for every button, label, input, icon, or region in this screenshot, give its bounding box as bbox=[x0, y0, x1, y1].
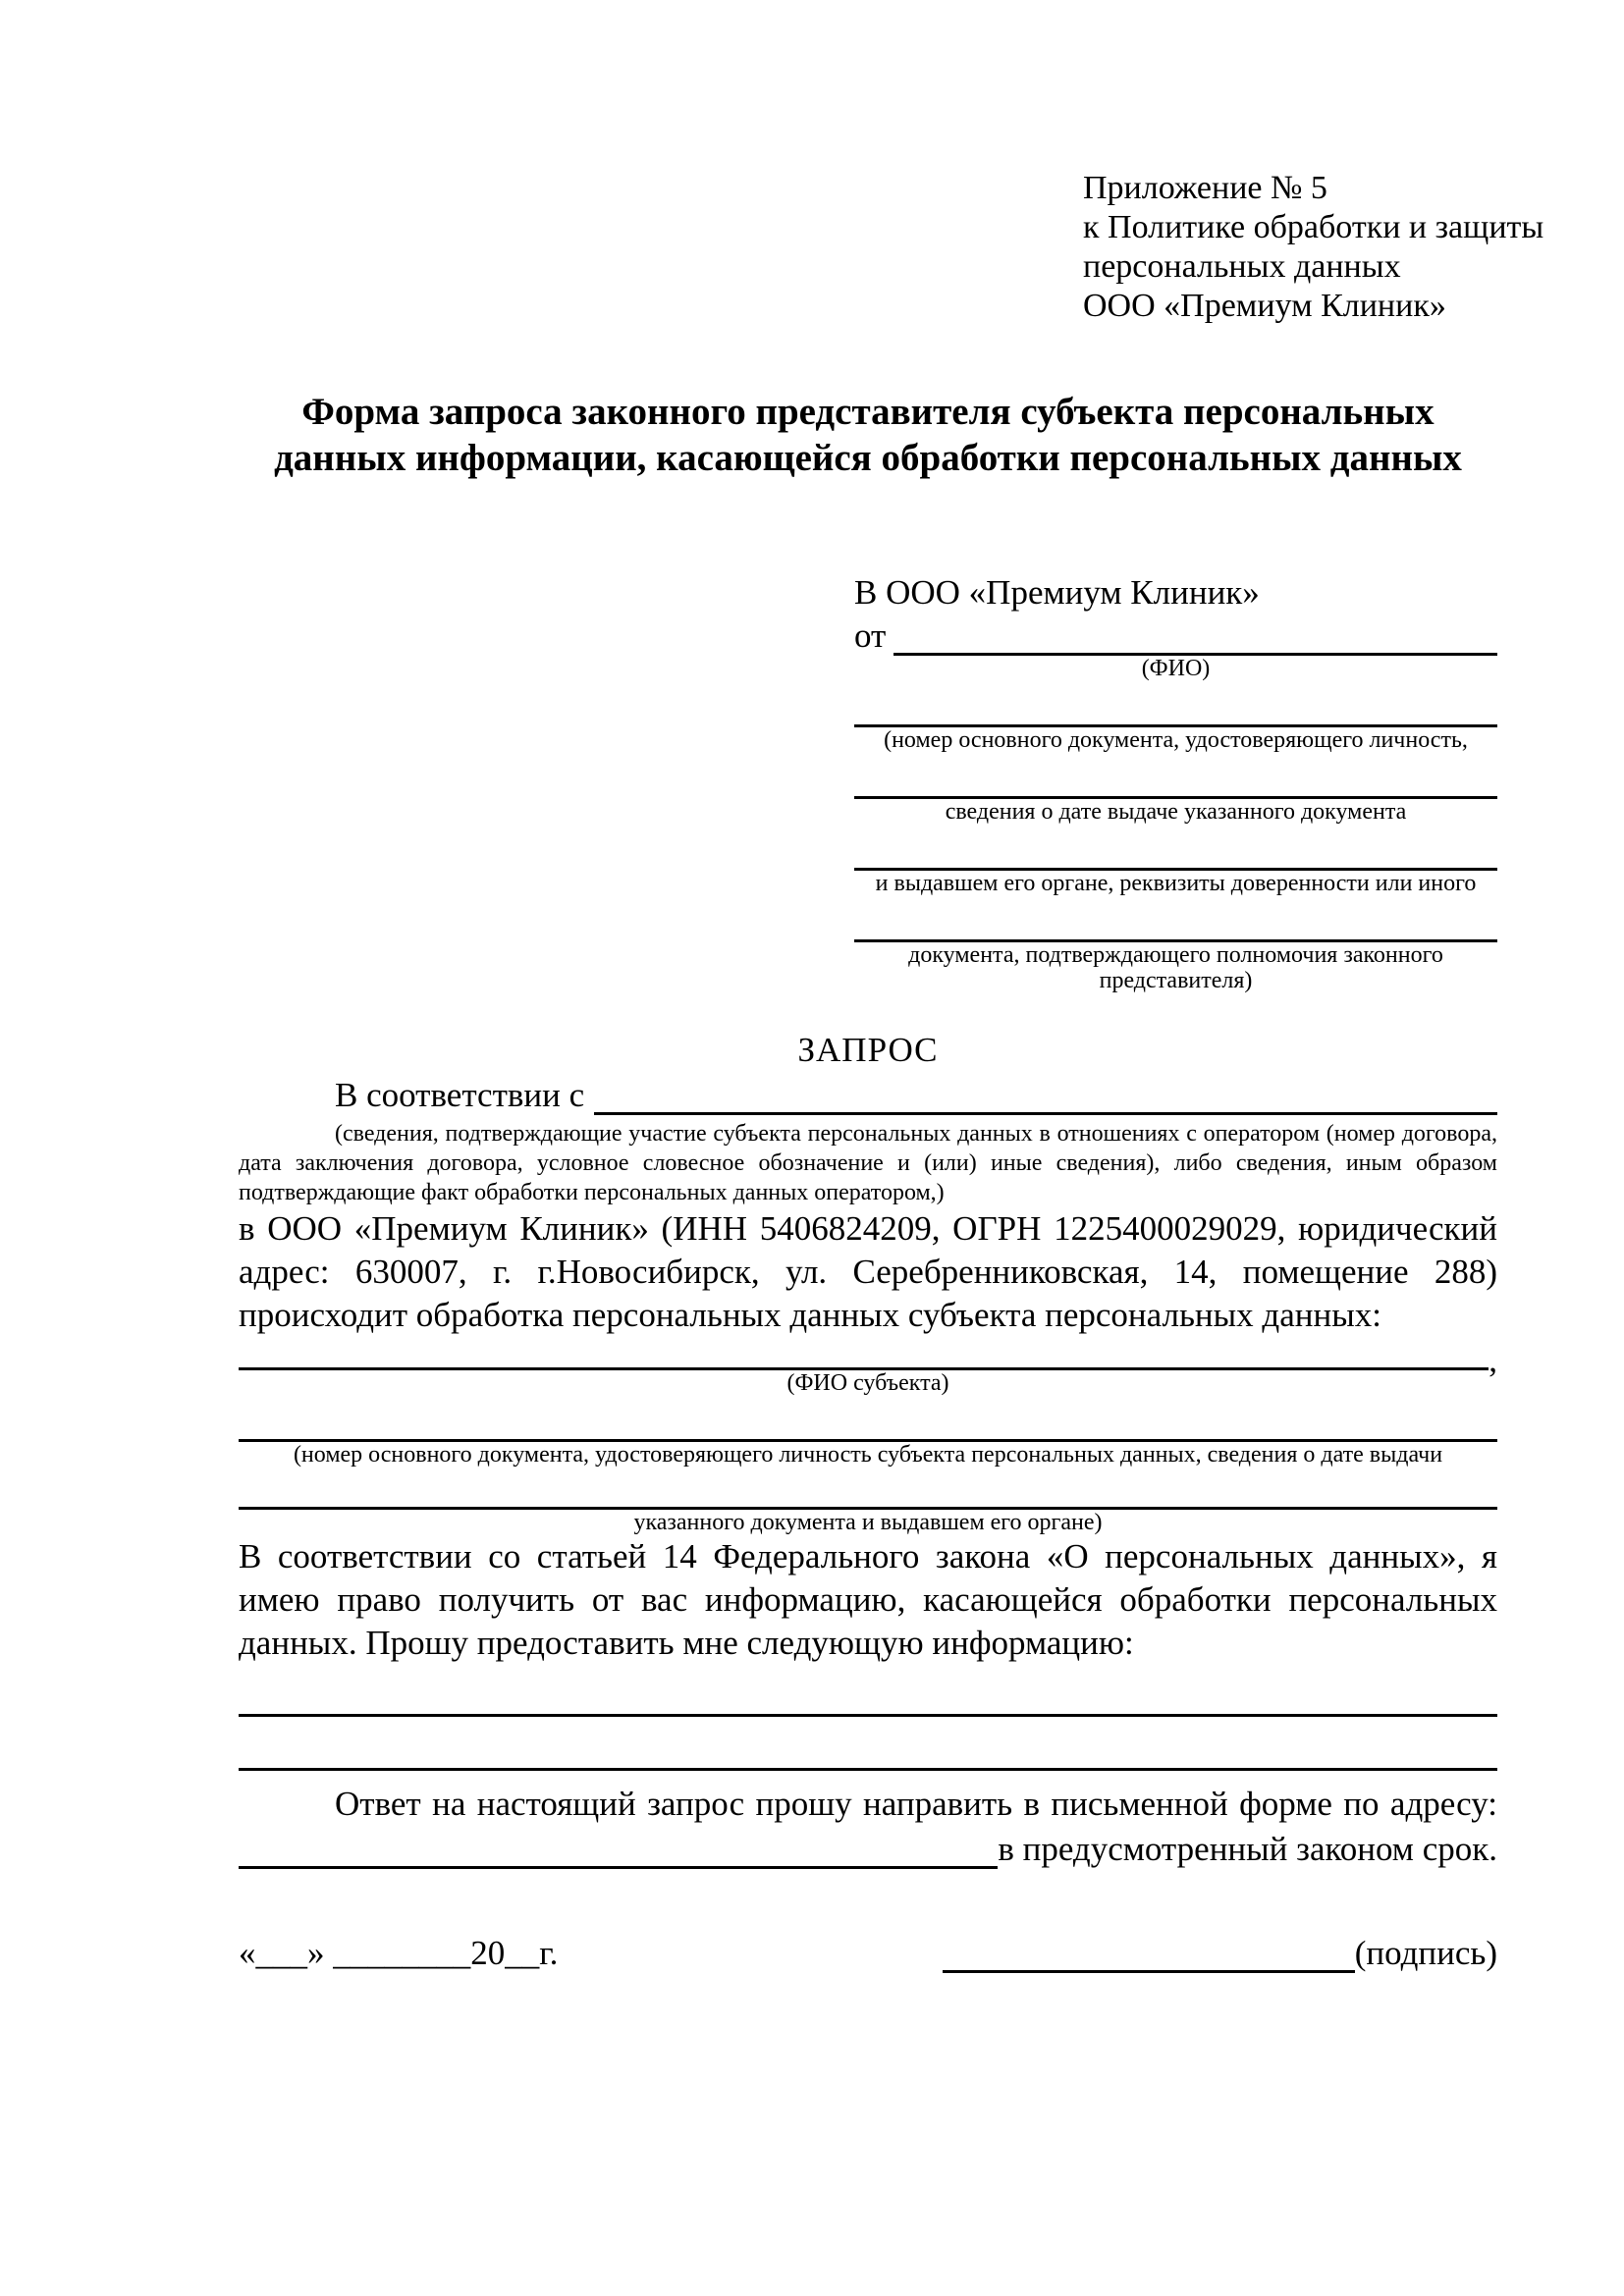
blank-line bbox=[854, 695, 1497, 727]
addressee-to: В ООО «Премиум Клиник» bbox=[854, 573, 1260, 612]
blank-line bbox=[594, 1083, 1497, 1115]
answer-paragraph: Ответ на настоящий запрос прошу направить в письменной форме по адресу: bbox=[335, 1785, 1497, 1823]
signature-field bbox=[943, 1934, 1497, 1973]
signature-caption: (подпись) bbox=[1354, 1934, 1497, 1972]
blank-line bbox=[854, 910, 1497, 942]
appendix-line: Приложение № 5 bbox=[1083, 170, 1327, 206]
blank-line bbox=[854, 767, 1497, 799]
line-caption: и выдавшем его органе, реквизиты доверенности или иного bbox=[875, 871, 1477, 896]
line-caption: документа, подтверждающего полномочия законного представителя) bbox=[908, 942, 1443, 993]
page-title: Форма запроса законного представителя субъекта персональных данных информации, касающейся обработки персональных данных bbox=[274, 391, 1462, 479]
blank-line bbox=[239, 1717, 1497, 1771]
address-field bbox=[239, 1826, 1497, 1869]
from-label: от bbox=[854, 616, 887, 655]
from-field bbox=[854, 614, 1497, 656]
doc-caption: (номер основного документа, удостоверяющего личность субъекта персональных данных, сведения о дате выдачи bbox=[293, 1442, 1443, 1468]
request-heading: ЗАПРОС bbox=[797, 1031, 939, 1069]
fio-caption: (ФИО) bbox=[1141, 656, 1211, 681]
operator-paragraph: в ООО «Премиум Клиник» (ИНН 5406824209, ОГРН 1225400029029, юридический адрес: 630007, г. г.Новосибирск, ул. Серебренниковская, 14, помещение 288) происходит обработка персональных данных субъекта персональных данных: bbox=[239, 1209, 1497, 1334]
fio-subject-field bbox=[239, 1339, 1497, 1379]
appendix-line: ООО «Премиум Клиник» bbox=[1083, 288, 1446, 324]
blank-line bbox=[239, 1837, 998, 1869]
relation-footnote: (сведения, подтверждающие участие субъекта персональных данных в отношениях с оператором (номер договора, дата заключения договора, условное словесное обозначение и (или) иные сведения), либо сведения, иным образом подтверждающие факт обработки персональных данных оператором,) bbox=[239, 1121, 1497, 1205]
signature-blank-line bbox=[943, 1941, 1355, 1973]
blank-line bbox=[854, 838, 1497, 871]
line-caption: (номер основного документа, удостоверяющего личность, bbox=[884, 727, 1468, 753]
fio-subject-caption: (ФИО субъекта) bbox=[786, 1370, 949, 1396]
law-paragraph: В соответствии со статьей 14 Федерального закона «О персональных данных», я имею право получить от вас информацию, касающейся обработки персональных данных. Прошу предоставить мне следующую информацию: bbox=[239, 1537, 1497, 1662]
appendix-note bbox=[1083, 169, 1544, 326]
addressee-block bbox=[854, 571, 1497, 993]
blank-line bbox=[239, 1412, 1497, 1442]
line-caption: сведения о дате выдаче указанного документа bbox=[945, 799, 1407, 825]
according-field bbox=[239, 1072, 1497, 1115]
according-prefix: В соответствии с bbox=[335, 1076, 585, 1114]
fio-comma: , bbox=[1489, 1341, 1497, 1379]
appendix-line: к Политике обработки и защиты bbox=[1083, 209, 1544, 245]
appendix-line: персональных данных bbox=[1083, 248, 1401, 285]
answer-suffix: в предусмотренный законом срок. bbox=[998, 1830, 1497, 1868]
blank-line bbox=[239, 1338, 1489, 1370]
blank-line bbox=[239, 1479, 1497, 1510]
blank-line bbox=[239, 1675, 1497, 1717]
signature-row bbox=[239, 1928, 1497, 1973]
doc-caption: указанного документа и выдавшем его органе) bbox=[633, 1510, 1103, 1535]
date-blank: «___» ________20__г. bbox=[239, 1934, 559, 1972]
from-blank-line bbox=[893, 623, 1497, 656]
